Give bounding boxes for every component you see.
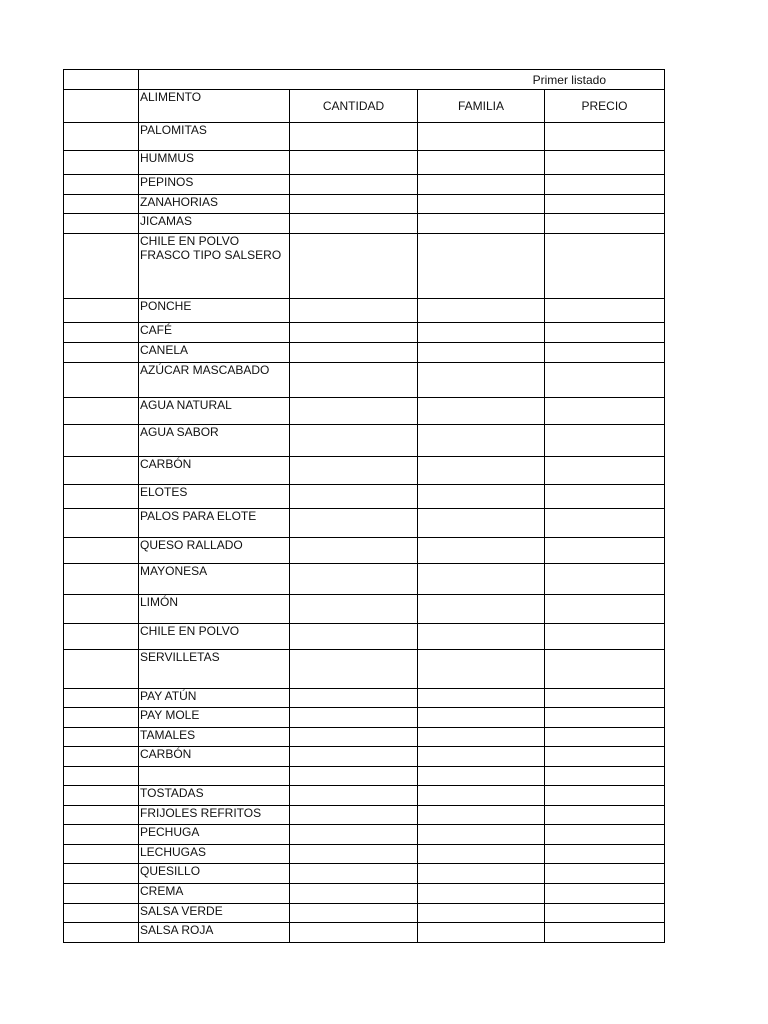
table-body [64, 70, 665, 943]
row-blank-cell [64, 509, 139, 538]
family-cell [418, 845, 545, 864]
row-blank-cell [64, 923, 139, 943]
item-cell: MAYONESA [139, 564, 290, 595]
price-cell [545, 708, 665, 728]
row-blank-cell [64, 767, 139, 786]
sheet-title: Primer listado [139, 70, 665, 90]
family-cell [418, 747, 545, 767]
table-row [64, 806, 665, 825]
quantity-cell [290, 485, 418, 509]
price-cell [545, 343, 665, 363]
family-cell [418, 884, 545, 904]
quantity-cell [290, 214, 418, 234]
quantity-cell [290, 708, 418, 728]
price-cell [545, 195, 665, 214]
item-cell: PALOMITAS [139, 123, 290, 151]
item-cell: FRIJOLES REFRITOS [139, 806, 290, 825]
row-blank-cell [64, 323, 139, 343]
quantity-cell [290, 845, 418, 864]
quantity-cell [290, 363, 418, 398]
item-cell: LIMÓN [139, 595, 290, 624]
quantity-cell [290, 425, 418, 457]
table-row [64, 299, 665, 323]
item-cell: SALSA ROJA [139, 923, 290, 943]
price-cell [545, 825, 665, 845]
family-cell [418, 904, 545, 923]
table-row [64, 123, 665, 151]
quantity-cell [290, 806, 418, 825]
family-cell [418, 343, 545, 363]
price-cell [545, 299, 665, 323]
row-blank-cell [64, 214, 139, 234]
quantity-cell [290, 884, 418, 904]
family-cell [418, 299, 545, 323]
quantity-cell [290, 299, 418, 323]
price-cell [545, 923, 665, 943]
price-cell [545, 767, 665, 786]
price-cell [545, 398, 665, 425]
family-cell [418, 485, 545, 509]
table-row [64, 363, 665, 398]
table-row [64, 864, 665, 884]
item-cell: CARBÓN [139, 747, 290, 767]
row-blank-cell [64, 457, 139, 485]
item-cell: ZANAHORIAS [139, 195, 290, 214]
row-blank-cell [64, 363, 139, 398]
table-row [64, 425, 665, 457]
price-cell [545, 747, 665, 767]
family-cell [418, 767, 545, 786]
family-cell [418, 864, 545, 884]
item-cell: JICAMAS [139, 214, 290, 234]
price-cell [545, 786, 665, 806]
quantity-cell [290, 904, 418, 923]
quantity-cell [290, 195, 418, 214]
price-cell [545, 123, 665, 151]
quantity-cell [290, 175, 418, 195]
table-row [64, 708, 665, 728]
price-cell [545, 538, 665, 564]
quantity-cell [290, 509, 418, 538]
table-row [64, 214, 665, 234]
price-cell [545, 214, 665, 234]
table-row [64, 923, 665, 943]
table-row [64, 728, 665, 747]
header-item: ALIMENTO [139, 90, 290, 123]
quantity-cell [290, 564, 418, 595]
row-blank-cell [64, 904, 139, 923]
header-row [64, 90, 665, 123]
quantity-cell [290, 689, 418, 708]
item-cell: CHILE EN POLVO FRASCO TIPO SALSERO [139, 234, 290, 299]
price-cell [545, 564, 665, 595]
family-cell [418, 806, 545, 825]
row-blank-cell [64, 747, 139, 767]
quantity-cell [290, 825, 418, 845]
title-row [64, 70, 665, 90]
header-price: PRECIO [545, 90, 665, 123]
row-blank-cell [64, 786, 139, 806]
price-cell [545, 845, 665, 864]
quantity-cell [290, 767, 418, 786]
quantity-cell [290, 864, 418, 884]
row-blank-cell [64, 845, 139, 864]
item-cell: SALSA VERDE [139, 904, 290, 923]
family-cell [418, 457, 545, 485]
quantity-cell [290, 786, 418, 806]
family-cell [418, 825, 545, 845]
price-cell [545, 650, 665, 689]
price-cell [545, 425, 665, 457]
price-cell [545, 728, 665, 747]
family-cell [418, 564, 545, 595]
table-row [64, 624, 665, 650]
family-cell [418, 425, 545, 457]
row-blank-cell [64, 806, 139, 825]
quantity-cell [290, 923, 418, 943]
quantity-cell [290, 624, 418, 650]
family-cell [418, 151, 545, 175]
quantity-cell [290, 123, 418, 151]
item-cell: PAY ATÚN [139, 689, 290, 708]
item-cell: PEPINOS [139, 175, 290, 195]
row-blank-cell [64, 398, 139, 425]
family-cell [418, 538, 545, 564]
quantity-cell [290, 234, 418, 299]
item-cell: QUESILLO [139, 864, 290, 884]
family-cell [418, 728, 545, 747]
row-blank-cell [64, 624, 139, 650]
table-row [64, 175, 665, 195]
row-blank-cell [64, 564, 139, 595]
row-blank-cell [64, 343, 139, 363]
row-blank-cell [64, 708, 139, 728]
header-quantity: CANTIDAD [290, 90, 418, 123]
row-blank-cell [64, 884, 139, 904]
item-cell: PALOS PARA ELOTE [139, 509, 290, 538]
price-cell [545, 624, 665, 650]
table-row [64, 509, 665, 538]
quantity-cell [290, 323, 418, 343]
table-row [64, 485, 665, 509]
family-cell [418, 398, 545, 425]
quantity-cell [290, 595, 418, 624]
table-row [64, 564, 665, 595]
family-cell [418, 923, 545, 943]
row-blank-cell [64, 123, 139, 151]
quantity-cell [290, 538, 418, 564]
family-cell [418, 234, 545, 299]
row-blank-cell [64, 151, 139, 175]
item-cell: CREMA [139, 884, 290, 904]
item-cell: CAFÉ [139, 323, 290, 343]
item-cell: SERVILLETAS [139, 650, 290, 689]
table-row [64, 538, 665, 564]
family-cell [418, 624, 545, 650]
table-row [64, 195, 665, 214]
table-row [64, 904, 665, 923]
row-blank-cell [64, 195, 139, 214]
item-cell: AZÚCAR MASCABADO [139, 363, 290, 398]
price-cell [545, 595, 665, 624]
table-row [64, 767, 665, 786]
shopping-list-table [63, 69, 665, 943]
table-row [64, 650, 665, 689]
item-cell: TAMALES [139, 728, 290, 747]
table-row [64, 845, 665, 864]
row-blank-cell [64, 234, 139, 299]
item-cell: CANELA [139, 343, 290, 363]
quantity-cell [290, 747, 418, 767]
table-row [64, 323, 665, 343]
row-blank-cell [64, 728, 139, 747]
family-cell [418, 509, 545, 538]
row-blank-cell [64, 538, 139, 564]
item-cell: CARBÓN [139, 457, 290, 485]
quantity-cell [290, 728, 418, 747]
price-cell [545, 485, 665, 509]
family-cell [418, 689, 545, 708]
price-cell [545, 806, 665, 825]
item-cell: HUMMUS [139, 151, 290, 175]
header-family: FAMILIA [418, 90, 545, 123]
table-row [64, 595, 665, 624]
family-cell [418, 595, 545, 624]
item-cell [139, 767, 290, 786]
table-row [64, 786, 665, 806]
family-cell [418, 123, 545, 151]
row-blank-cell [64, 485, 139, 509]
family-cell [418, 214, 545, 234]
table-row [64, 151, 665, 175]
quantity-cell [290, 457, 418, 485]
item-cell: LECHUGAS [139, 845, 290, 864]
table-row [64, 747, 665, 767]
price-cell [545, 323, 665, 343]
price-cell [545, 904, 665, 923]
price-cell [545, 151, 665, 175]
table-row [64, 884, 665, 904]
item-cell: PECHUGA [139, 825, 290, 845]
price-cell [545, 363, 665, 398]
row-blank-cell [64, 825, 139, 845]
quantity-cell [290, 343, 418, 363]
price-cell [545, 175, 665, 195]
family-cell [418, 323, 545, 343]
family-cell [418, 363, 545, 398]
item-cell: PAY MOLE [139, 708, 290, 728]
family-cell [418, 786, 545, 806]
row-blank-cell [64, 864, 139, 884]
price-cell [545, 689, 665, 708]
quantity-cell [290, 650, 418, 689]
blank-cell [64, 90, 139, 123]
row-blank-cell [64, 689, 139, 708]
item-cell: ELOTES [139, 485, 290, 509]
item-cell: PONCHE [139, 299, 290, 323]
family-cell [418, 195, 545, 214]
quantity-cell [290, 151, 418, 175]
item-cell: TOSTADAS [139, 786, 290, 806]
item-cell: AGUA NATURAL [139, 398, 290, 425]
price-cell [545, 884, 665, 904]
item-cell: AGUA SABOR [139, 425, 290, 457]
family-cell [418, 175, 545, 195]
row-blank-cell [64, 175, 139, 195]
table-row [64, 398, 665, 425]
family-cell [418, 650, 545, 689]
price-cell [545, 457, 665, 485]
price-cell [545, 509, 665, 538]
price-cell [545, 234, 665, 299]
blank-cell [64, 70, 139, 90]
table-row [64, 689, 665, 708]
item-cell: CHILE EN POLVO [139, 624, 290, 650]
table-row [64, 457, 665, 485]
table-row [64, 343, 665, 363]
row-blank-cell [64, 425, 139, 457]
table-row [64, 825, 665, 845]
row-blank-cell [64, 595, 139, 624]
price-cell [545, 864, 665, 884]
row-blank-cell [64, 650, 139, 689]
family-cell [418, 708, 545, 728]
row-blank-cell [64, 299, 139, 323]
table-row [64, 234, 665, 299]
quantity-cell [290, 398, 418, 425]
item-cell: QUESO RALLADO [139, 538, 290, 564]
